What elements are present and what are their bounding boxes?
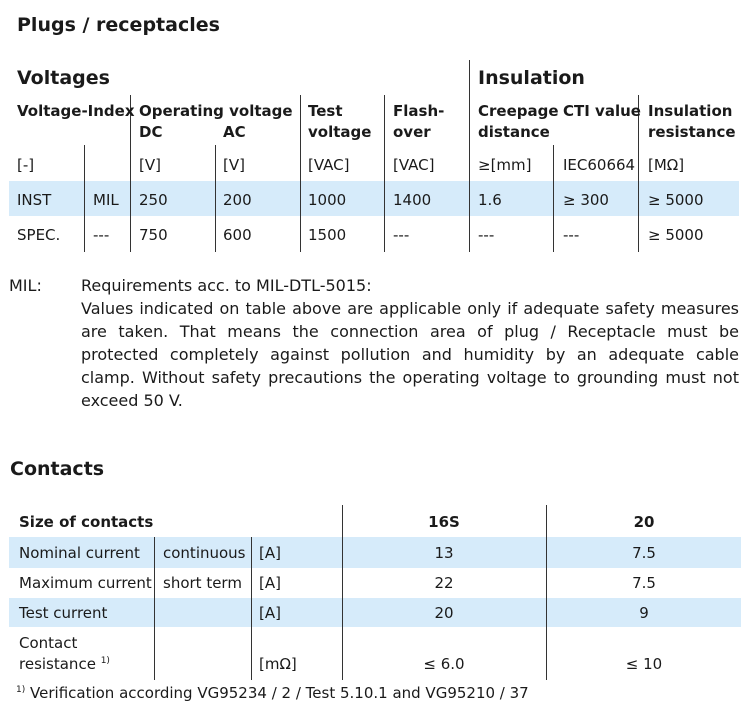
unit-ac: [V] <box>223 156 245 174</box>
cell-dc: 750 <box>139 226 168 244</box>
col-divider <box>546 505 547 680</box>
note-body: Values indicated on table above are applicable only if adequate safety measures are taken. That means the connection area of plug / Receptacle must be protected completely against pollution and humidity by an adequate cable clamp. Without safety precautions the operating voltage to grounding must not exceed 50 V. <box>81 299 739 410</box>
unit-test: [VAC] <box>308 156 350 174</box>
contacts-title: Contacts <box>10 458 105 480</box>
row-unit: [mΩ] <box>259 655 297 673</box>
col-divider <box>553 145 554 252</box>
header-insulation-resistance-1: Insulation <box>648 102 733 120</box>
row-mode: short term <box>163 574 242 592</box>
note-heading: Requirements acc. to MIL-DTL-5015: <box>81 276 372 295</box>
contacts-header-label: Size of contacts <box>19 513 154 531</box>
cell-ac: 200 <box>223 191 252 209</box>
row-value-16s: 20 <box>434 604 454 622</box>
col-divider <box>154 537 155 680</box>
unit-index: [-] <box>17 156 35 174</box>
row-name: Maximum current <box>19 574 152 592</box>
cell-test: 1500 <box>308 226 347 244</box>
cell-index: SPEC. <box>17 226 61 244</box>
header-voltage-index: Voltage-Index <box>17 102 135 120</box>
cell-cti: --- <box>563 226 580 244</box>
page-title: Plugs / receptacles <box>17 14 220 36</box>
cell-dc: 250 <box>139 191 168 209</box>
unit-dc: [V] <box>139 156 161 174</box>
contacts-header-20: 20 <box>633 513 655 531</box>
header-insulation-resistance-2: resistance <box>648 123 736 141</box>
row-unit: [A] <box>259 574 281 592</box>
cell-creepage: --- <box>478 226 495 244</box>
unit-creepage: ≥[mm] <box>478 156 532 174</box>
header-creepage-1: Creepage <box>478 102 559 120</box>
cell-insulation: ≥ 5000 <box>648 226 704 244</box>
header-test-voltage-1: Test <box>308 102 343 120</box>
cell-test: 1000 <box>308 191 347 209</box>
insulation-divider <box>469 60 470 252</box>
row-value-20: 7.5 <box>632 544 656 562</box>
cell-flash: --- <box>393 226 410 244</box>
footnote-mark: 1) <box>16 685 26 695</box>
footnote <box>16 684 529 702</box>
col-divider <box>342 505 343 680</box>
col-divider <box>251 537 252 680</box>
row-mode: continuous <box>163 544 246 562</box>
cell-index: INST <box>17 191 52 209</box>
insulation-title: Insulation <box>478 67 585 89</box>
cell-flash: 1400 <box>393 191 432 209</box>
row-name-line1: Contact <box>19 634 78 652</box>
header-operating-voltage: Operating voltage <box>139 102 293 120</box>
row-value-16s: ≤ 6.0 <box>423 655 465 673</box>
row-value-20: ≤ 10 <box>625 655 663 673</box>
row-name: Nominal current <box>19 544 140 562</box>
col-divider <box>84 145 85 252</box>
cell-cti: ≥ 300 <box>563 191 609 209</box>
unit-cti: IEC60664 <box>563 156 636 174</box>
cell-insulation: ≥ 5000 <box>648 191 704 209</box>
col-divider <box>215 145 216 252</box>
contacts-header-16s: 16S <box>428 513 460 531</box>
voltages-title: Voltages <box>17 67 110 89</box>
row-unit: [A] <box>259 544 281 562</box>
cell-creepage: 1.6 <box>478 191 502 209</box>
row-value-20: 9 <box>639 604 649 622</box>
cell-ac: 600 <box>223 226 252 244</box>
unit-insulation: [MΩ] <box>648 156 685 174</box>
footnote-marker: 1) <box>100 656 110 666</box>
row-name-line2 <box>19 655 110 673</box>
row-name-text: resistance <box>19 655 96 673</box>
cell-std: --- <box>93 226 110 244</box>
unit-flash: [VAC] <box>393 156 435 174</box>
header-cti: CTI value <box>563 102 641 120</box>
row-unit: [A] <box>259 604 281 622</box>
header-flashover-2: over <box>393 123 431 141</box>
header-flashover-1: Flash- <box>393 102 445 120</box>
header-ac: AC <box>223 123 246 141</box>
row-value-16s: 13 <box>434 544 454 562</box>
note-label: MIL: <box>9 276 42 295</box>
col-divider <box>300 95 301 252</box>
row-name: Test current <box>19 604 108 622</box>
header-test-voltage-2: voltage <box>308 123 372 141</box>
header-dc: DC <box>139 123 163 141</box>
row-value-20: 7.5 <box>632 574 656 592</box>
footnote-text: Verification according VG95234 / 2 / Test 5.10.1 and VG95210 / 37 <box>30 684 529 702</box>
row-value-16s: 22 <box>434 574 454 592</box>
col-divider <box>384 95 385 252</box>
cell-std: MIL <box>93 191 119 209</box>
header-creepage-2: distance <box>478 123 550 141</box>
